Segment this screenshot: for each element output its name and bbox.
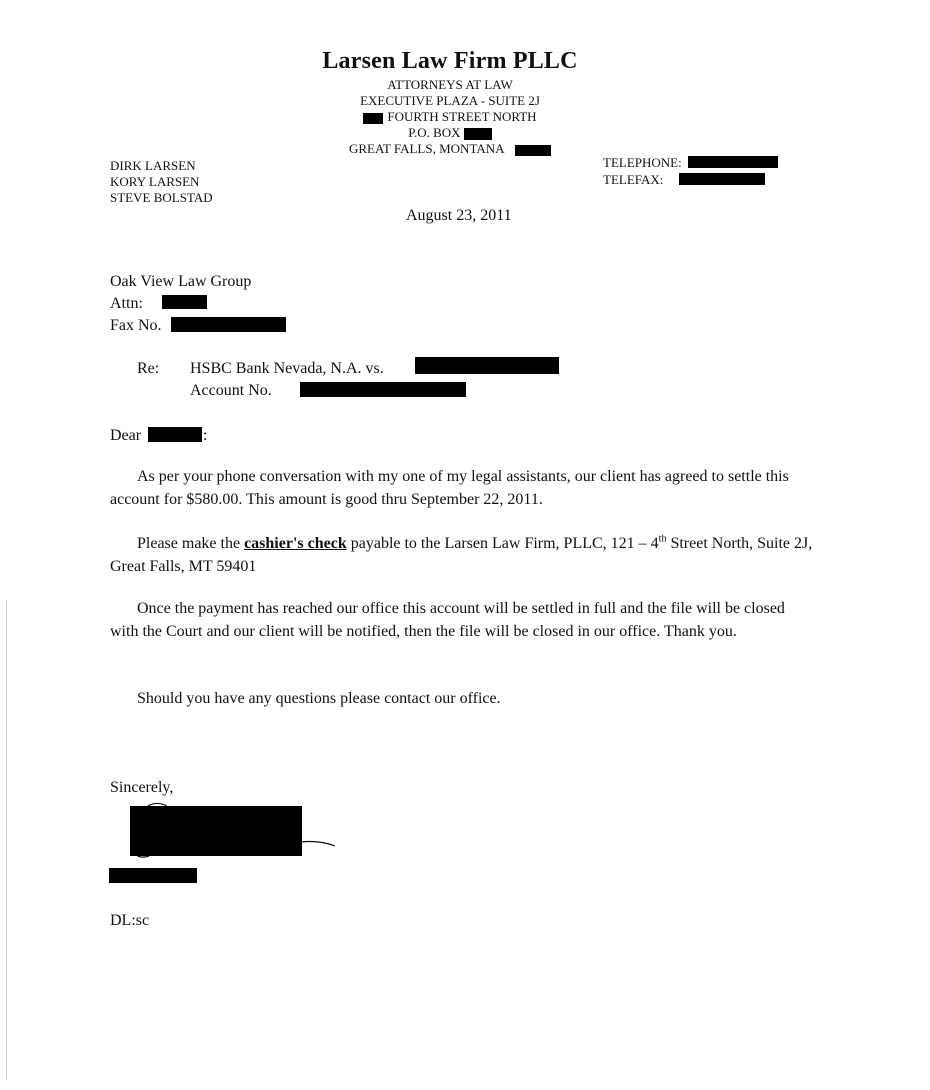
redaction-telephone <box>688 156 778 168</box>
redaction-signature <box>130 806 302 856</box>
po-box-label: P.O. BOX <box>408 125 461 140</box>
redaction-account-number <box>300 382 466 397</box>
typist-initials: DL:sc <box>110 912 150 929</box>
redaction-telefax <box>679 173 765 185</box>
scan-edge-line <box>6 600 7 1080</box>
redaction-fax <box>171 317 286 332</box>
closing-sincerely: Sincerely, <box>110 779 174 796</box>
redaction-defendant <box>415 357 559 374</box>
paragraph-settlement-closure: Once the payment has reached our office this account will be settled in full and the file will be closed with the Court and our client will be notified, then the file will be closed in our office. Thank you. <box>110 600 785 640</box>
address-line-1: EXECUTIVE PLAZA - SUITE 2J <box>360 93 540 108</box>
address-line-2-row <box>0 109 900 125</box>
firm-subtitle: ATTORNEYS AT LAW <box>387 77 513 92</box>
fax-label: Fax No. <box>110 317 162 334</box>
letter-date: August 23, 2011 <box>406 207 512 224</box>
paragraph-payment-instructions <box>110 533 820 578</box>
re-label: Re: <box>137 360 160 377</box>
attorney-name: KORY LARSEN <box>110 174 200 189</box>
salutation-dear: Dear <box>110 427 142 444</box>
redaction-street-number <box>363 113 383 124</box>
payment-text-before: Please make the <box>137 535 241 552</box>
attorney-name: DIRK LARSEN <box>110 158 196 173</box>
paragraph-settlement: As per your phone conversation with my one of my legal assistants, our client has agreed to settle this account for $580.00. This amount is good thru September 22, 2011. <box>110 468 789 508</box>
telefax-label: TELEFAX: <box>603 172 664 187</box>
salutation-colon: : <box>203 427 208 444</box>
city-state-row <box>0 141 900 157</box>
paragraph-contact: Should you have any questions please contact our office. <box>137 690 501 707</box>
redaction-salutation-name <box>148 427 202 442</box>
redaction-signer-name <box>109 868 197 883</box>
recipient-org: Oak View Law Group <box>110 273 252 290</box>
ordinal-suffix: th <box>658 533 667 545</box>
po-box-row <box>0 125 900 141</box>
firm-name: Larsen Law Firm PLLC <box>322 48 578 74</box>
city-state: GREAT FALLS, MONTANA <box>348 141 504 156</box>
redaction-po-box <box>464 128 492 140</box>
redaction-attn <box>162 295 207 309</box>
redaction-zip <box>515 145 551 156</box>
cashiers-check-emphasis: cashier's check <box>244 535 347 552</box>
attorney-name: STEVE BOLSTAD <box>110 190 213 205</box>
payment-text-after: Street North, Suite 2J, Great Falls, MT 59401 <box>110 535 813 575</box>
re-account-label: Account No. <box>190 382 272 399</box>
re-case-line: HSBC Bank Nevada, N.A. vs. <box>190 360 384 377</box>
telephone-label: TELEPHONE: <box>603 155 682 170</box>
address-line-2: FOURTH STREET NORTH <box>387 109 537 124</box>
attn-label: Attn: <box>110 295 143 312</box>
payment-text-middle: payable to the Larsen Law Firm, PLLC, 121 – 4 <box>350 535 659 552</box>
